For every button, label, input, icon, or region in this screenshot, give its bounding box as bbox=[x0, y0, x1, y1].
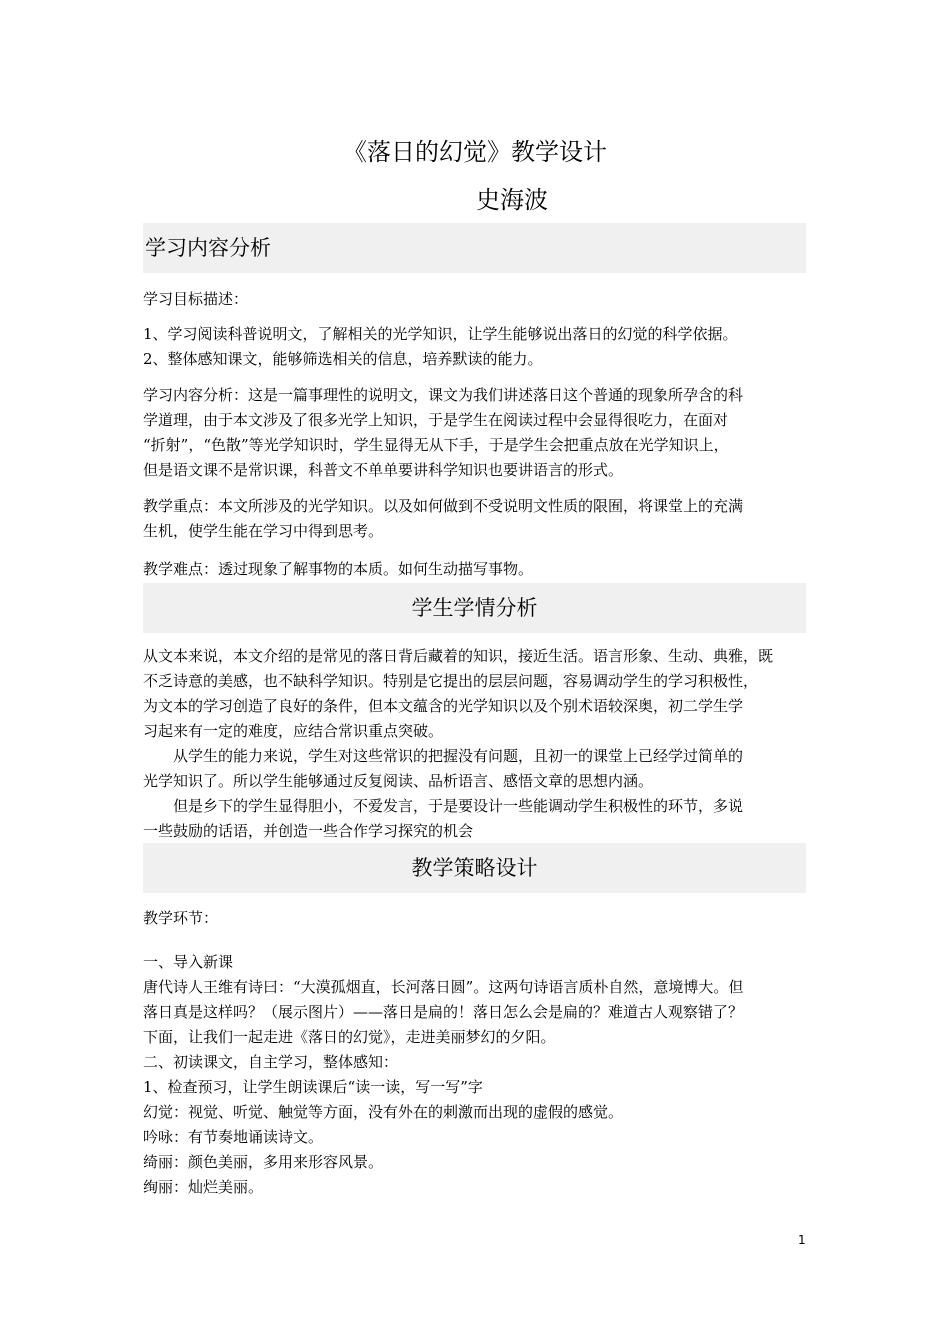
student-analysis-line: 不乏诗意的美感，也不缺科学知识。特别是它提出的层层问题，容易调动学生的学习积极性， bbox=[143, 672, 759, 690]
document-title: 《落日的幻觉》教学设计 bbox=[343, 138, 607, 166]
objective-line: 1、学习阅读科普说明文，了解相关的光学知识，让学生能够说出落日的幻觉的科学依据。 bbox=[143, 325, 738, 343]
section-heading-strategy: 教学策略设计 bbox=[143, 843, 806, 893]
objective-line: 2、整体感知课文，能够筛选相关的信息，培养默读的能力。 bbox=[143, 350, 543, 368]
analysis-line: 但是语文课不是常识课，科普文不单单要讲科学知识也要讲语言的形式。 bbox=[143, 461, 624, 479]
strategy-line: 绚丽：灿烂美丽。 bbox=[143, 1178, 264, 1196]
strategy-line: 一、导入新课 bbox=[143, 953, 234, 971]
student-analysis-line: 为文本的学习创造了良好的条件，但本文蕴含的光学知识以及个别术语较深奥，初二学生学 bbox=[143, 697, 744, 715]
student-analysis-line: 习起来有一定的难度，应结合常识重点突破。 bbox=[143, 722, 444, 740]
strategy-line: 幻觉：视觉、听觉、触觉等方面，没有外在的刺激而出现的虚假的感觉。 bbox=[143, 1103, 624, 1121]
student-analysis-line: 但是乡下的学生显得胆小，不爱发言，于是要设计一些能调动学生积极性的环节，多说 bbox=[143, 797, 744, 815]
student-analysis-line: 光学知识了。所以学生能够通过反复阅读、品析语言、感悟文章的思想内涵。 bbox=[143, 772, 654, 790]
difficulty-line: 教学难点：透过现象了解事物的本质。如何生动描写事物。 bbox=[143, 560, 534, 578]
strategy-line: 下面，让我们一起走进《落日的幻觉》，走进美丽梦幻的夕阳。 bbox=[143, 1028, 556, 1046]
strategy-line: 唐代诗人王维有诗曰：“大漠孤烟直，长河落日圆”。这两句诗语言质朴自然，意境博大。但 bbox=[143, 978, 744, 996]
objective-label: 学习目标描述： bbox=[143, 290, 249, 308]
strategy-label: 教学环节： bbox=[143, 909, 219, 927]
page-number: 1 bbox=[798, 1233, 806, 1247]
section-heading-student-analysis: 学生学情分析 bbox=[143, 583, 806, 633]
strategy-line: 落日真是这样吗？（展示图片）——落日是扁的！落日怎么会是扁的？难道古人观察错了？ bbox=[143, 1003, 744, 1021]
strategy-line: 二、初读课文，自主学习，整体感知： bbox=[143, 1053, 399, 1071]
strategy-line: 绮丽：颜色美丽，多用来形容风景。 bbox=[143, 1153, 384, 1171]
student-analysis-line: 从学生的能力来说，学生对这些常识的把握没有问题，且初一的课堂上已经学过简单的 bbox=[143, 747, 744, 765]
analysis-line: 学习内容分析：这是一篇事理性的说明文，课文为我们讲述落日这个普通的现象所孕含的科 bbox=[143, 386, 744, 404]
strategy-line: 1、检查预习，让学生朗读课后“读一读，写一写”字 bbox=[143, 1078, 483, 1096]
document-author: 史海波 bbox=[476, 186, 548, 214]
section-heading-content-analysis: 学习内容分析 bbox=[143, 223, 806, 273]
key-points-line: 教学重点：本文所涉及的光学知识。以及如何做到不受说明文性质的限囿，将课堂上的充满 bbox=[143, 497, 744, 515]
analysis-line: “折射”，“色散”等光学知识时，学生显得无从下手，于是学生会把重点放在光学知识上， bbox=[143, 436, 729, 454]
strategy-line: 吟咏：有节奏地诵读诗文。 bbox=[143, 1128, 324, 1146]
student-analysis-line: 从文本来说，本文介绍的是常见的落日背后藏着的知识，接近生活。语言形象、生动、典雅，既 bbox=[143, 647, 774, 665]
analysis-line: 学道理，由于本文涉及了很多光学上知识，于是学生在阅读过程中会显得很吃力，在面对 bbox=[143, 411, 729, 429]
student-analysis-line: 一些鼓励的话语，并创造一些合作学习探究的机会 bbox=[143, 822, 474, 840]
key-points-line: 生机，使学生能在学习中得到思考。 bbox=[143, 522, 384, 540]
